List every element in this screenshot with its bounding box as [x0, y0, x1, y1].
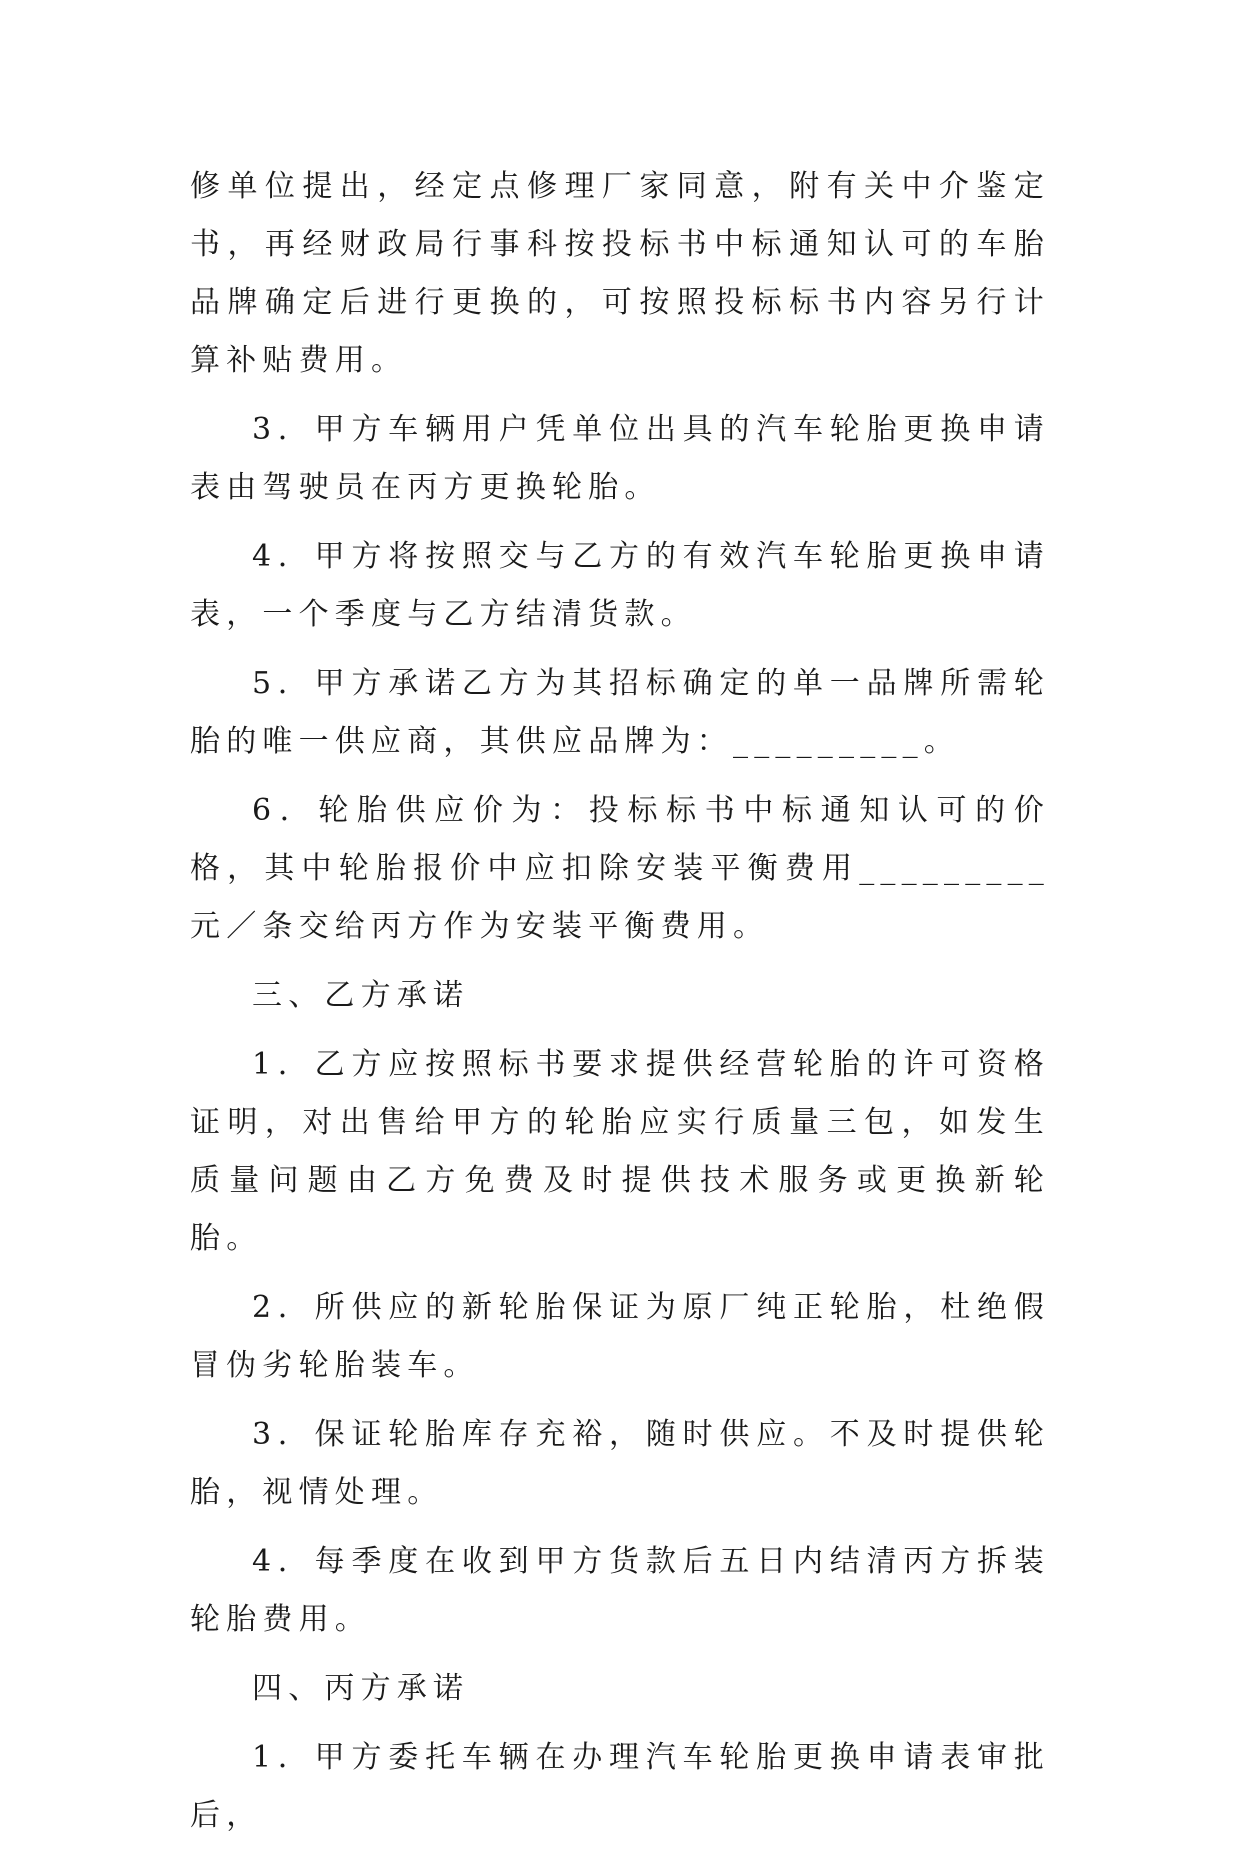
paragraph-9: 3．保证轮胎库存充裕，随时供应。不及时提供轮胎，视情处理。 [190, 1417, 1050, 1510]
paragraph-12: 1．甲方委托车辆在办理汽车轮胎更换申请表审批后， [190, 1740, 1050, 1833]
paragraph-8: 2．所供应的新轮胎保证为原厂纯正轮胎，杜绝假冒伪劣轮胎装车。 [190, 1290, 1050, 1383]
paragraph-5: 6．轮胎供应价为：投标标书中标通知认可的价格，其中轮胎报价中应扣除安装平衡费用_________元／条交给丙方作为安装平衡费用。 [190, 793, 1050, 944]
paragraph-2: 3．甲方车辆用户凭单位出具的汽车轮胎更换申请表由驾驶员在丙方更换轮胎。 [190, 412, 1050, 505]
paragraph-4: 5．甲方承诺乙方为其招标确定的单一品牌所需轮胎的唯一供应商，其供应品牌为：_________。 [190, 666, 1050, 759]
paragraph-7: 1．乙方应按照标书要求提供经营轮胎的许可资格证明，对出售给甲方的轮胎应实行质量三包，如发生质量问题由乙方免费及时提供技术服务或更换新轮胎。 [190, 1047, 1050, 1256]
section-heading-bing-promises: 四、丙方承诺 [252, 1671, 470, 1706]
document-body [190, 158, 1050, 1856]
paragraph-10: 4．每季度在收到甲方货款后五日内结清丙方拆装轮胎费用。 [190, 1544, 1050, 1637]
paragraph-3: 4．甲方将按照交与乙方的有效汽车轮胎更换申请表，一个季度与乙方结清货款。 [190, 539, 1050, 632]
section-heading-yi-promises: 三、乙方承诺 [252, 978, 470, 1013]
paragraph-1: 修单位提出，经定点修理厂家同意，附有关中介鉴定书，再经财政局行事科按投标书中标通知认可的车胎品牌确定后进行更换的，可按照投标标书内容另行计算补贴费用。 [190, 169, 1050, 378]
